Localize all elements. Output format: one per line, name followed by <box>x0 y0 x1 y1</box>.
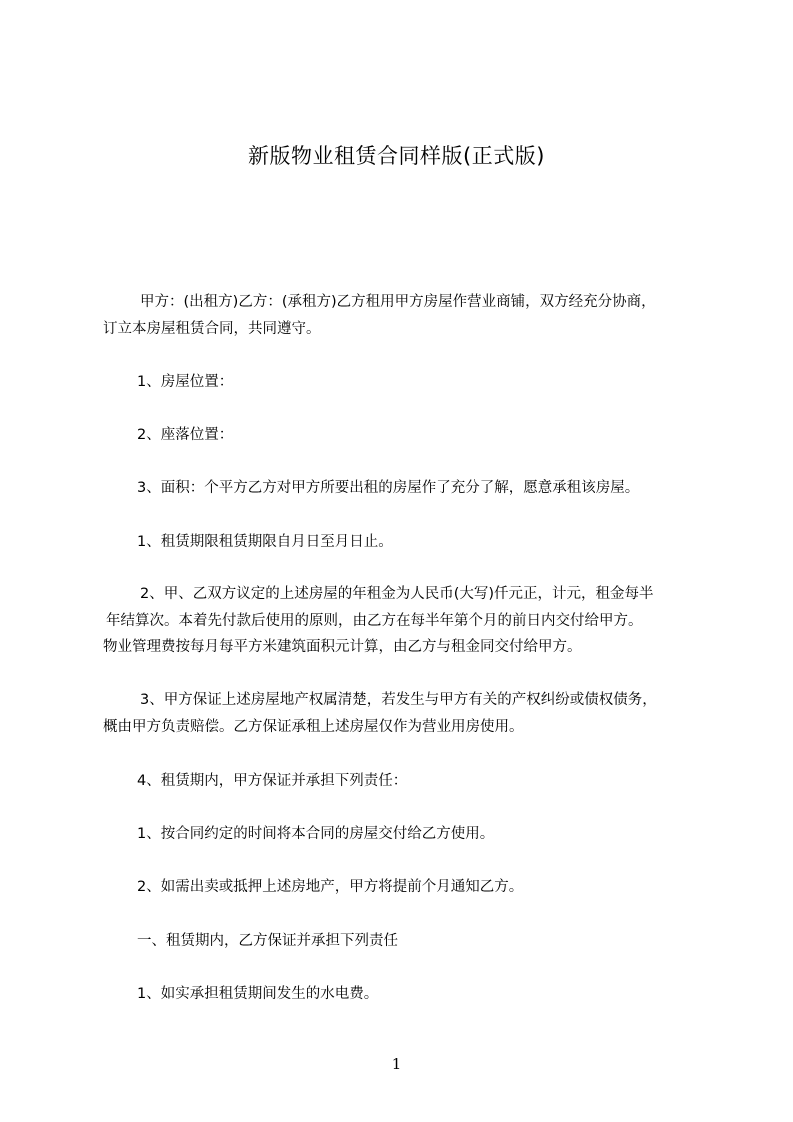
paragraph-handover <box>137 821 757 848</box>
paragraph-property-rights <box>103 687 723 740</box>
paragraph-party-b-duties <box>137 928 757 955</box>
paragraph-seat-location <box>137 422 757 449</box>
paragraph-area <box>137 475 757 502</box>
paragraph-utilities <box>137 981 757 1008</box>
paragraph-line: 年结算次。本着先付款后使用的原则，由乙方在每半年第个月的前日内交付给甲方。 <box>106 612 643 629</box>
paragraph-rent <box>103 581 723 661</box>
paragraph-lease-term <box>137 529 757 556</box>
paragraph-line: 2、甲、乙双方议定的上述房屋的年租金为人民币(大写)仟元正，计元，租金每半 <box>140 586 654 602</box>
paragraph-line: 1、如实承担租赁期间发生的水电费。 <box>137 986 379 1002</box>
page-number: 1 <box>391 1055 402 1073</box>
paragraph-line: 甲方：(出租方)乙方：(承租方)乙方租用甲方房屋作营业商铺，双方经充分协商， <box>140 294 656 310</box>
paragraph-line: 订立本房屋租赁合同，共同遵守。 <box>103 320 321 337</box>
paragraph-sale-notice <box>137 874 757 901</box>
paragraph-party-a-duties <box>137 768 757 795</box>
paragraph-line: 2、如需出卖或抵押上述房地产，甲方将提前个月通知乙方。 <box>137 879 524 895</box>
paragraph-line: 一、租赁期内，乙方保证并承担下列责任 <box>137 933 398 949</box>
paragraph-line: 1、房屋位置： <box>137 374 234 390</box>
document-title: 新版物业租赁合同样版(正式版) <box>248 144 545 168</box>
paragraph-line: 1、按合同约定的时间将本合同的房屋交付给乙方使用。 <box>137 826 495 842</box>
paragraph-line: 2、座落位置： <box>137 427 234 443</box>
paragraph-parties <box>103 289 723 342</box>
paragraph-line: 概由甲方负责赔偿。乙方保证承租上述房屋仅作为营业用房使用。 <box>103 718 524 735</box>
paragraph-line: 4、租赁期内，甲方保证并承担下列责任： <box>137 773 408 789</box>
paragraph-house-location <box>137 369 757 396</box>
paragraph-line: 3、面积：个平方乙方对甲方所要出租的房屋作了充分了解，愿意承租该房屋。 <box>137 480 640 496</box>
paragraph-line: 物业管理费按每月每平方米建筑面积元计算，由乙方与租金同交付给甲方。 <box>103 639 582 655</box>
paragraph-line: 3、甲方保证上述房屋地产权属清楚，若发生与甲方有关的产权纠纷或债权债务， <box>140 692 657 708</box>
paragraph-line: 1、租赁期限租赁期限自月日至月日止。 <box>137 534 393 550</box>
